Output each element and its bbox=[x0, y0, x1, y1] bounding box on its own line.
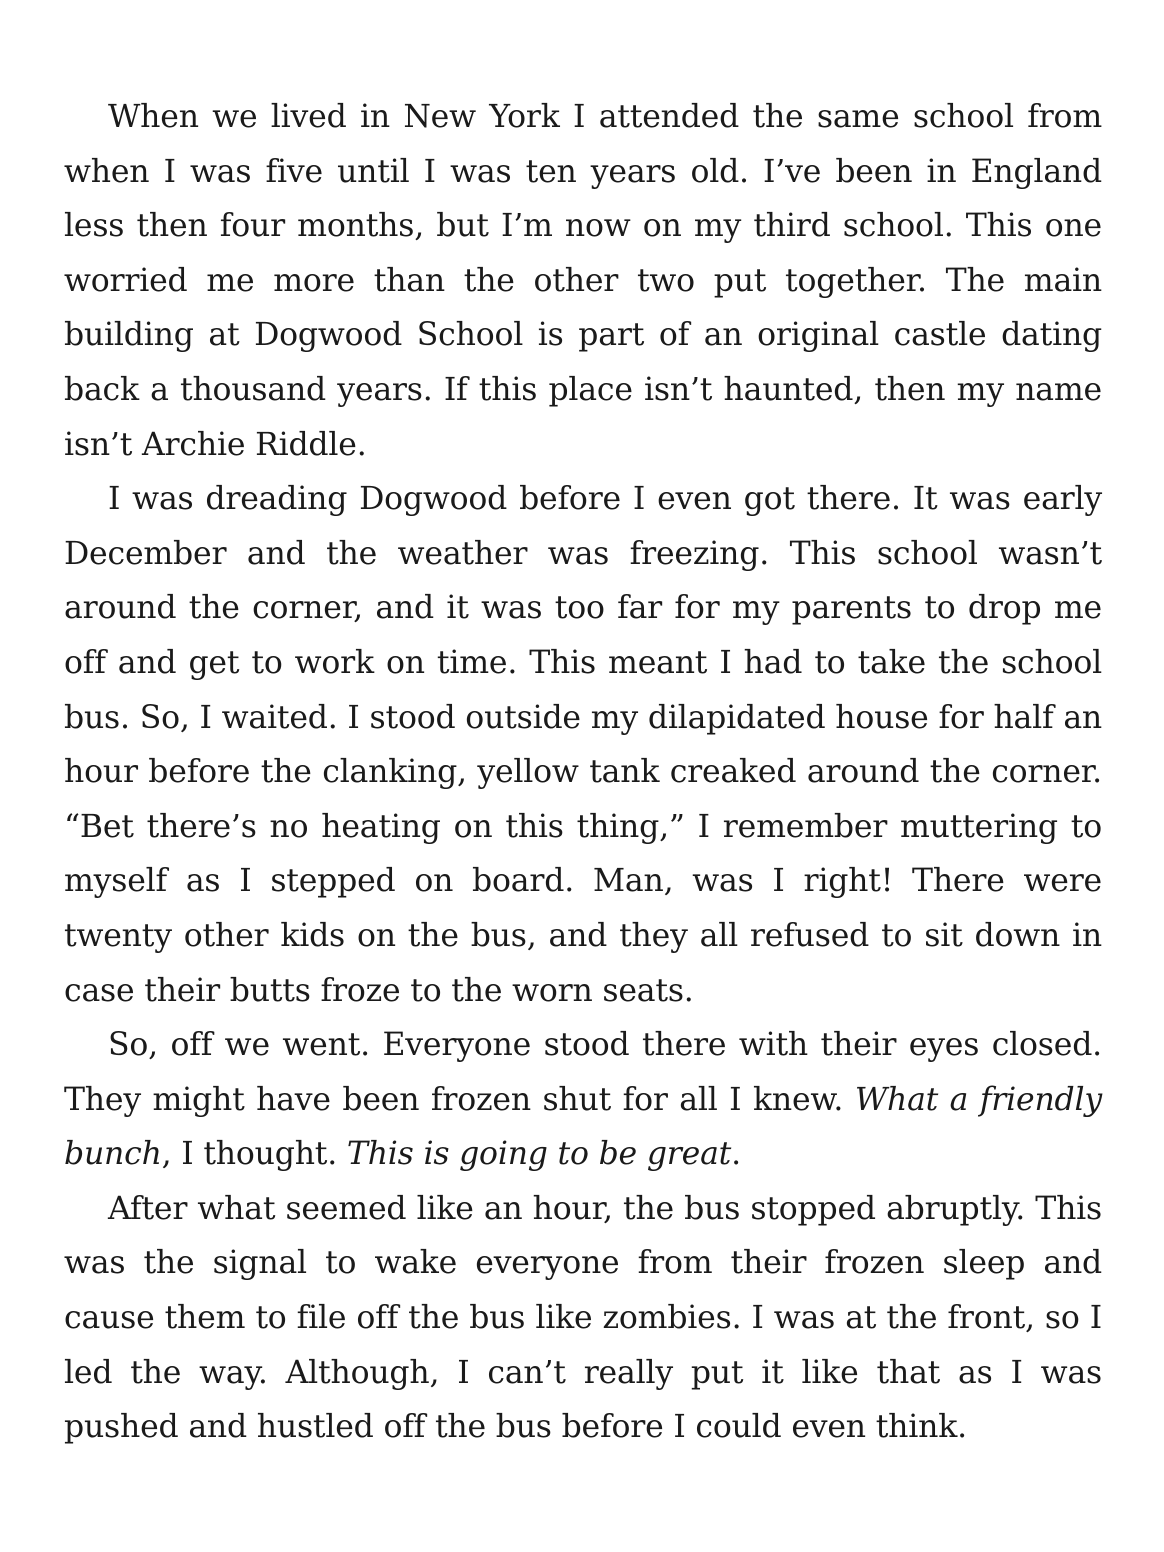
paragraph-3-text-b: , I thought. bbox=[161, 1136, 347, 1173]
paragraph-2 bbox=[64, 472, 1102, 1018]
book-page-body bbox=[64, 90, 1102, 1455]
paragraph-1 bbox=[64, 90, 1102, 472]
paragraph-3-text-c: . bbox=[731, 1136, 741, 1173]
paragraph-3 bbox=[64, 1018, 1102, 1182]
paragraph-1-text: When we lived in New York I attended the same school from when I was five until I was ten years old. I’ve been in England less then four months, but I’m now on my third school. This one worried me more than the other two put together. The main building at Dogwood School is part of an original castle dating back a thousand years. If this place isn’t haunted, then my name isn’t Archie Riddle. bbox=[64, 99, 1102, 463]
paragraph-2-text: I was dreading Dogwood before I even got there. It was early December and the weather was freezing. This school wasn’t around the corner, and it was too far for my parents to drop me off and get to work on time. This meant I had to take the school bus. So, I waited. I stood outside my dilapidated house for half an hour before the clanking, yellow tank creaked around the corner. “Bet there’s no heating on this thing,” I remember muttering to myself as I stepped on board. Man, was I right! There were twenty other kids on the bus, and they all refused to sit down in case their butts froze to the worn seats. bbox=[64, 481, 1102, 1009]
paragraph-4-text: After what seemed like an hour, the bus stopped abruptly. This was the signal to wake everyone from their frozen sleep and cause them to file off the bus like zombies. I was at the front, so I led the way. Although, I can’t really put it like that as I was pushed and hustled off the bus before I could even think. bbox=[64, 1190, 1102, 1446]
paragraph-3-italic-b: This is going to be great bbox=[346, 1136, 732, 1173]
paragraph-4 bbox=[64, 1182, 1102, 1455]
paragraph-3-text-a: So, off we went. Everyone stood there with their eyes closed. They might have been frozen shut for all I knew. bbox=[64, 1027, 1102, 1118]
paragraph-3-italic-a: What a friendly bunch bbox=[64, 1081, 1102, 1173]
